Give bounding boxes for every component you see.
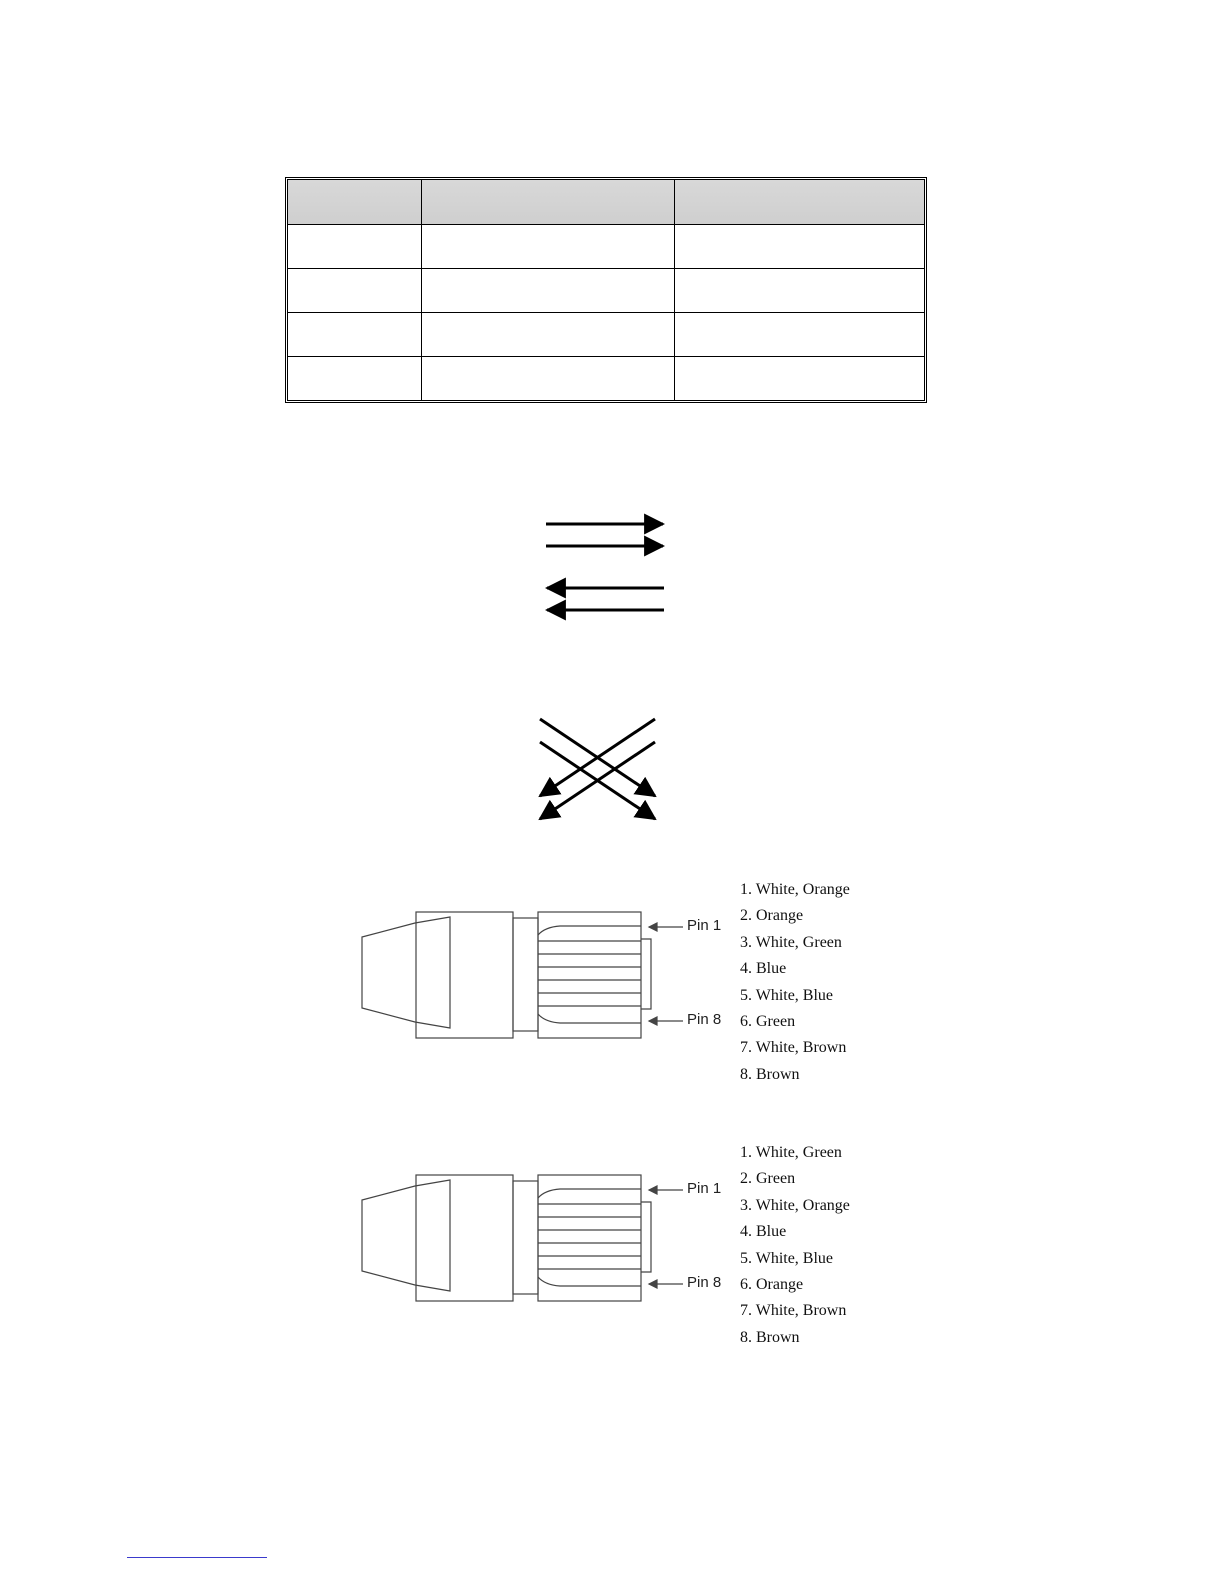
table-header-cell — [288, 180, 422, 225]
connector-neck — [513, 1181, 538, 1294]
list-item: 5. White, Blue — [740, 986, 834, 1004]
table-cell — [288, 357, 422, 400]
pin1-label: Pin 1 — [687, 1180, 722, 1197]
table-header-row — [288, 180, 924, 225]
crossover-arrows — [540, 719, 655, 819]
list-item: 2. Orange — [740, 907, 804, 925]
cross-arrow-4 — [540, 742, 655, 819]
list-item: 8. Brown — [740, 1065, 800, 1083]
cross-arrow-2 — [540, 742, 655, 819]
table-row — [288, 357, 924, 400]
table-cell — [675, 269, 924, 313]
left-arrows — [547, 588, 664, 610]
connector-contact-block — [538, 912, 641, 1038]
table-cell — [288, 269, 422, 313]
connector-neck — [513, 918, 538, 1031]
table-row — [288, 269, 924, 313]
list-item: 1. White, Green — [740, 1144, 842, 1161]
list-item: 3. White, Green — [740, 933, 842, 951]
contact-lines — [538, 1189, 641, 1286]
table-cell — [422, 313, 675, 357]
table-cell — [422, 357, 675, 400]
list-item: 5. White, Blue — [740, 1249, 834, 1267]
table-row — [288, 225, 924, 269]
connector-latch — [641, 939, 651, 1009]
table-header-cell — [675, 180, 924, 225]
list-item: 2. Green — [740, 1170, 796, 1188]
table-cell — [422, 225, 675, 269]
list-item: 3. White, Orange — [740, 1196, 850, 1214]
cross-arrow-1 — [540, 719, 655, 796]
list-item: 4. Blue — [740, 960, 787, 978]
pin1-label: Pin 1 — [687, 917, 722, 934]
table-cell — [675, 225, 924, 269]
table-row — [288, 313, 924, 357]
list-item: 7. White, Brown — [740, 1039, 847, 1057]
table-cell — [288, 225, 422, 269]
table-cell — [422, 269, 675, 313]
connector-latch — [641, 1202, 651, 1272]
right-arrows — [546, 524, 663, 546]
connector-contact-block — [538, 1175, 641, 1301]
pin8-label: Pin 8 — [687, 1274, 722, 1291]
wire-color-list-a — [740, 877, 850, 1088]
table-cell — [288, 313, 422, 357]
cross-arrow-3 — [540, 719, 655, 796]
contact-lines — [538, 926, 641, 1023]
connector-housing — [416, 1175, 513, 1301]
connector-housing — [416, 912, 513, 1038]
list-item: 8. Brown — [740, 1328, 800, 1346]
table-cell — [675, 313, 924, 357]
list-item: 6. Green — [740, 1012, 796, 1030]
connector-boot — [362, 917, 450, 1028]
list-item: 6. Orange — [740, 1275, 804, 1293]
list-item: 4. Blue — [740, 1223, 787, 1241]
wire-color-list-b — [740, 1140, 850, 1351]
footnote-separator — [127, 1557, 267, 1558]
connector-boot — [362, 1180, 450, 1291]
list-item: 7. White, Brown — [740, 1302, 847, 1320]
table-cell — [675, 357, 924, 400]
list-item: 1. White, Orange — [740, 881, 850, 898]
pin8-label: Pin 8 — [687, 1011, 722, 1028]
table-header-cell — [422, 180, 675, 225]
pin-assignment-table — [285, 177, 927, 403]
